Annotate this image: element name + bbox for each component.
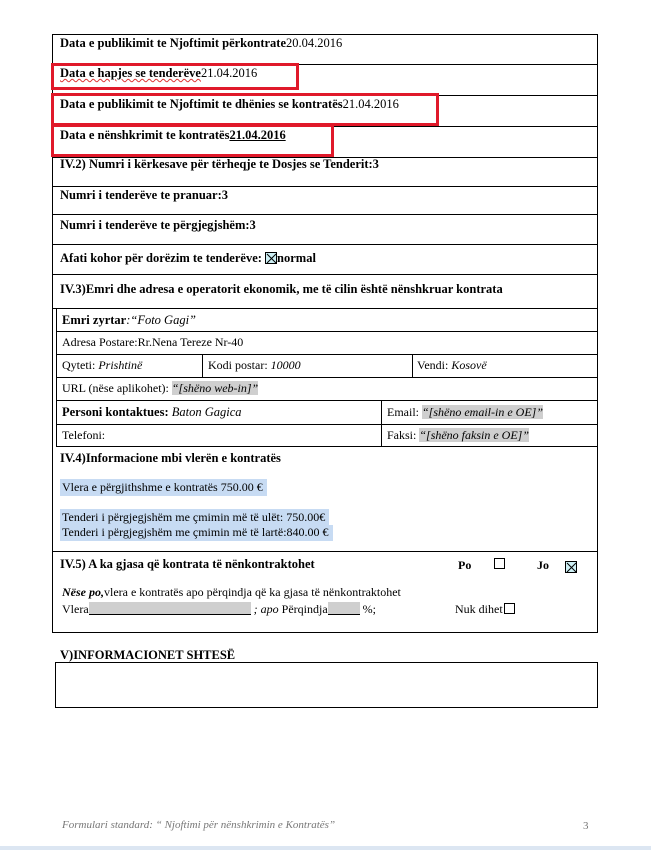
footer-page-number: 3 (583, 820, 589, 832)
footer-form-name: Formulari standard: “ Njoftimi për nënshkrimin e Kontratës” (62, 819, 336, 831)
row-divider (56, 446, 598, 447)
row-divider (56, 354, 598, 355)
signing-date-value: 21.04.2016 (229, 128, 286, 142)
col-divider (412, 354, 413, 377)
value-label: Vlera (62, 602, 89, 616)
unknown-option (455, 602, 515, 617)
postal-label: Kodi postar: (208, 358, 268, 372)
row-divider (52, 551, 598, 552)
unknown-label: Nuk dihet (455, 602, 503, 616)
if-yes-row (62, 585, 401, 600)
no-option (537, 558, 549, 573)
email-cell (387, 405, 543, 420)
yes-option (458, 558, 471, 573)
city-value: Prishtinë (98, 358, 143, 372)
percent-field[interactable] (328, 602, 360, 615)
if-yes-prefix: Nëse po, (62, 585, 104, 599)
deadline-value: normal (277, 251, 316, 265)
row-divider (56, 424, 598, 425)
city-label: Qyteti: (62, 358, 96, 372)
url-row (62, 381, 258, 396)
place-label: Vendi: (417, 358, 449, 372)
row-divider (52, 214, 598, 215)
yes-checkbox[interactable] (494, 558, 505, 569)
deadline-checkbox[interactable] (265, 252, 277, 264)
tenders-received: Numri i tenderëve te pranuar:3 (60, 188, 229, 202)
row-divider (52, 244, 598, 245)
total-contract-value: Vlera e përgjithshme e kontratës 750.00 € (60, 479, 267, 496)
highest-price-tender: Tenderi i përgjegjshëm me çmimin më të lartë:840.00 € (60, 525, 333, 541)
section-iv4-heading: IV.4)Informacione mbi vlerën e kontratës (60, 451, 281, 465)
row-divider (56, 400, 598, 401)
row-divider (56, 377, 598, 378)
subcontract-value-row (62, 602, 376, 617)
checked-x-icon (566, 562, 578, 574)
award-date-highlight (51, 93, 439, 126)
signing-date-label: Data e nënshkrimit te kontratës (60, 128, 230, 142)
opening-date-highlight (51, 63, 299, 90)
place-cell (417, 358, 487, 373)
row-divider (52, 308, 598, 309)
if-yes-text: vlera e kontratës apo përqindja që ka gjasa të nënkontraktohet (104, 585, 401, 599)
or-label: ; apo (253, 602, 279, 616)
award-date-label: Data e publikimit te Njoftimit te dhënies se kontratës (60, 97, 343, 111)
col-divider (381, 400, 382, 446)
publication-date-label: Data e publikimit te Njoftimit përkontrate (60, 36, 287, 50)
url-label: URL (nëse aplikohet): (62, 381, 169, 395)
no-checkbox[interactable] (565, 561, 577, 573)
checked-x-icon (266, 253, 278, 265)
col-divider (202, 354, 203, 377)
contact-cell (62, 405, 242, 420)
address-row (62, 335, 243, 350)
section-iv5-heading: IV.5) A ka gjasa që kontrata të nënkontraktohet (60, 557, 315, 571)
additional-info-box[interactable] (55, 662, 598, 708)
section-v-heading: V)INFORMACIONET SHTESË (60, 648, 236, 662)
row-divider (56, 331, 598, 332)
signing-date-highlight (51, 124, 334, 157)
official-name-label: Emri zyrtar (62, 313, 127, 327)
email-field[interactable]: “[shëno email-in e OE]” (422, 405, 543, 419)
address-value: Rr.Nena Tereze Nr-40 (137, 335, 244, 349)
page-bottom-edge (0, 846, 651, 850)
official-name-row (62, 313, 196, 328)
section-iv2-heading: IV.2) Numri i kërkesave për tërheqje te Dosjes se Tenderit:3 (60, 157, 379, 171)
fax-label: Faksi: (387, 428, 417, 442)
opening-date-value: 21.04.2016 (200, 66, 258, 80)
percent-sign: %; (362, 602, 376, 616)
address-label: Adresa Postare: (62, 335, 138, 349)
lowest-price-tender: Tenderi i përgjegjshëm me çmimin më të ulët: 750.00€ (60, 509, 329, 525)
publication-date-row (60, 36, 342, 51)
publication-date-value: 20.04.2016 (286, 36, 343, 50)
email-label: Email: (387, 405, 419, 419)
opening-date-label: Data e hapjes se tenderëve (60, 66, 201, 80)
fax-cell (387, 428, 529, 443)
row-divider (52, 274, 598, 275)
yes-label: Po (458, 558, 472, 572)
contact-label: Personi kontaktues: (62, 405, 169, 419)
percent-label: Përqindja (281, 602, 328, 616)
phone-cell (62, 428, 105, 443)
deadline-label: Afati kohor për dorëzim te tenderëve: (60, 251, 262, 265)
official-name-value: :“Foto Gagi” (126, 313, 197, 327)
col-divider (56, 308, 57, 446)
deadline-row (60, 251, 316, 266)
url-field[interactable]: “[shëno web-in]” (171, 381, 259, 395)
fax-field[interactable]: “[shëno faksin e OE]” (419, 428, 530, 442)
tenders-responsive: Numri i tenderëve te përgjegjshëm:3 (60, 218, 256, 232)
place-value: Kosovë (451, 358, 487, 372)
award-date-value: 21.04.2016 (342, 97, 399, 111)
city-cell (62, 358, 142, 373)
postal-value: 10000 (270, 358, 301, 372)
row-divider (52, 186, 598, 187)
no-label: Jo (537, 558, 549, 572)
unknown-checkbox[interactable] (504, 603, 515, 614)
contact-value: Baton Gagica (171, 405, 242, 419)
section-iv3-heading: IV.3)Emri dhe adresa e operatorit ekonomik, me të cilin është nënshkruar kontrata (60, 282, 503, 296)
phone-label: Telefoni: (62, 428, 106, 442)
postal-cell (208, 358, 301, 373)
value-field[interactable] (89, 602, 251, 615)
